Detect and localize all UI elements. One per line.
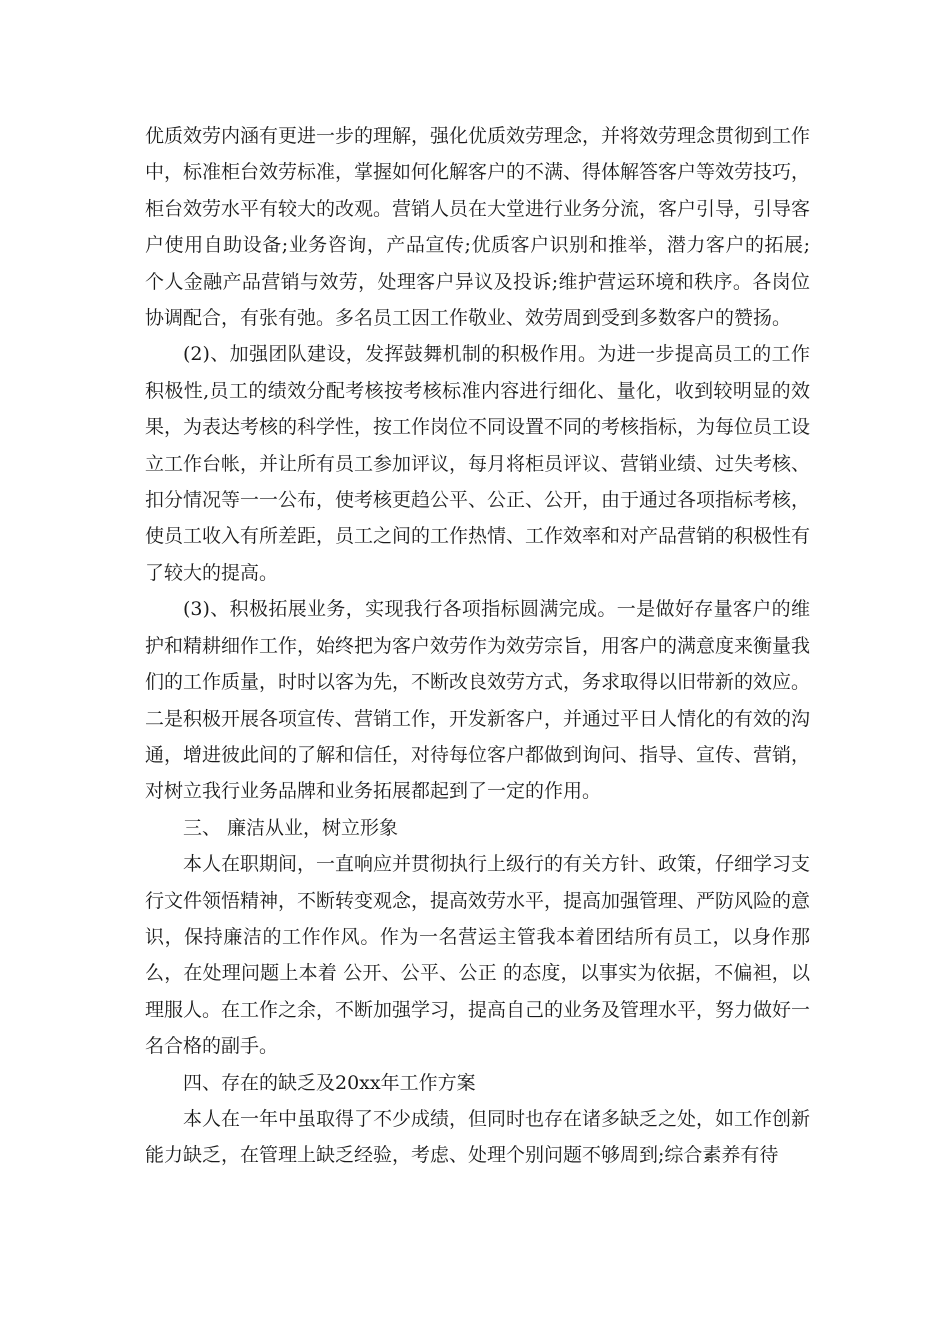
paragraph-service-continuation: 优质效劳内涵有更进一步的理解，强化优质效劳理念，并将效劳理念贯彻到工作中，标准柜台效劳标准，掌握如何化解客户的不满、得体解答客户等效劳技巧，柜台效劳水平有较大的改观。营销人员在大堂进行业务分流，客户引导，引导客户使用自助设备;业务咨询，产品宣传;优质客户识别和推举，潜力客户的拓展;个人金融产品营销与效劳，处理客户异议及投诉;维护营运环境和秩序。各岗位协调配合，有张有弛。多名员工因工作敬业、效劳周到受到多数客户的赞扬。 <box>145 125 811 330</box>
paragraph-business-expansion: (3)、积极拓展业务，实现我行各项指标圆满完成。一是做好存量客户的维护和精耕细作工作，始终把为客户效劳作为效劳宗旨，用客户的满意度来衡量我们的工作质量，时时以客为先，不断改良效劳方式，务求取得以旧带新的效应。二是积极开展各项宣传、营销工作，开发新客户，并通过平日人情化的有效的沟通，增进彼此间的了解和信任，对待每位客户都做到询问、指导、宣传、营销，对树立我行业务品牌和业务拓展都起到了一定的作用。 <box>145 598 811 803</box>
section-heading-shortcomings: 四、存在的缺乏及20xx年工作方案 <box>183 1071 476 1094</box>
paragraph-integrity: 本人在职期间，一直响应并贯彻执行上级行的有关方针、政策，仔细学习支行文件领悟精神，不断转变观念，提高效劳水平，提高加强管理、严防风险的意识，保持廉洁的工作作风。作为一名营运主管我本着团结所有员工，以身作那么，在处理问题上本着 公开、公平、公正 的态度，以事实为依据，不偏袒，以理服人。在工作之余，不断加强学习，提高自己的业务及管理水平，努力做好一名合格的副手。 <box>145 853 811 1058</box>
document-page <box>145 118 810 1174</box>
section-heading-integrity: 三、 廉洁从业，树立形象 <box>183 816 399 839</box>
paragraph-team-building: (2)、加强团队建设，发挥鼓舞机制的积极作用。为进一步提高员工的工作积极性,员工的绩效分配考核按考核标准内容进行细化、量化，收到较明显的效果，为表达考核的科学性，按工作岗位不同设置不同的考核指标，为每位员工设立工作台帐，并让所有员工参加评议，每月将柜员评议、营销业绩、过失考核、扣分情况等一一公布，使考核更趋公平、公正、公开，由于通过各项指标考核，使员工收入有所差距，员工之间的工作热情、工作效率和对产品营销的积极性有了较大的提高。 <box>145 343 811 584</box>
paragraph-shortcomings: 本人在一年中虽取得了不少成绩，但同时也存在诸多缺乏之处，如工作创新能力缺乏，在管理上缺乏经验，考虑、处理个别问题不够周到;综合素养有待 <box>145 1107 811 1167</box>
